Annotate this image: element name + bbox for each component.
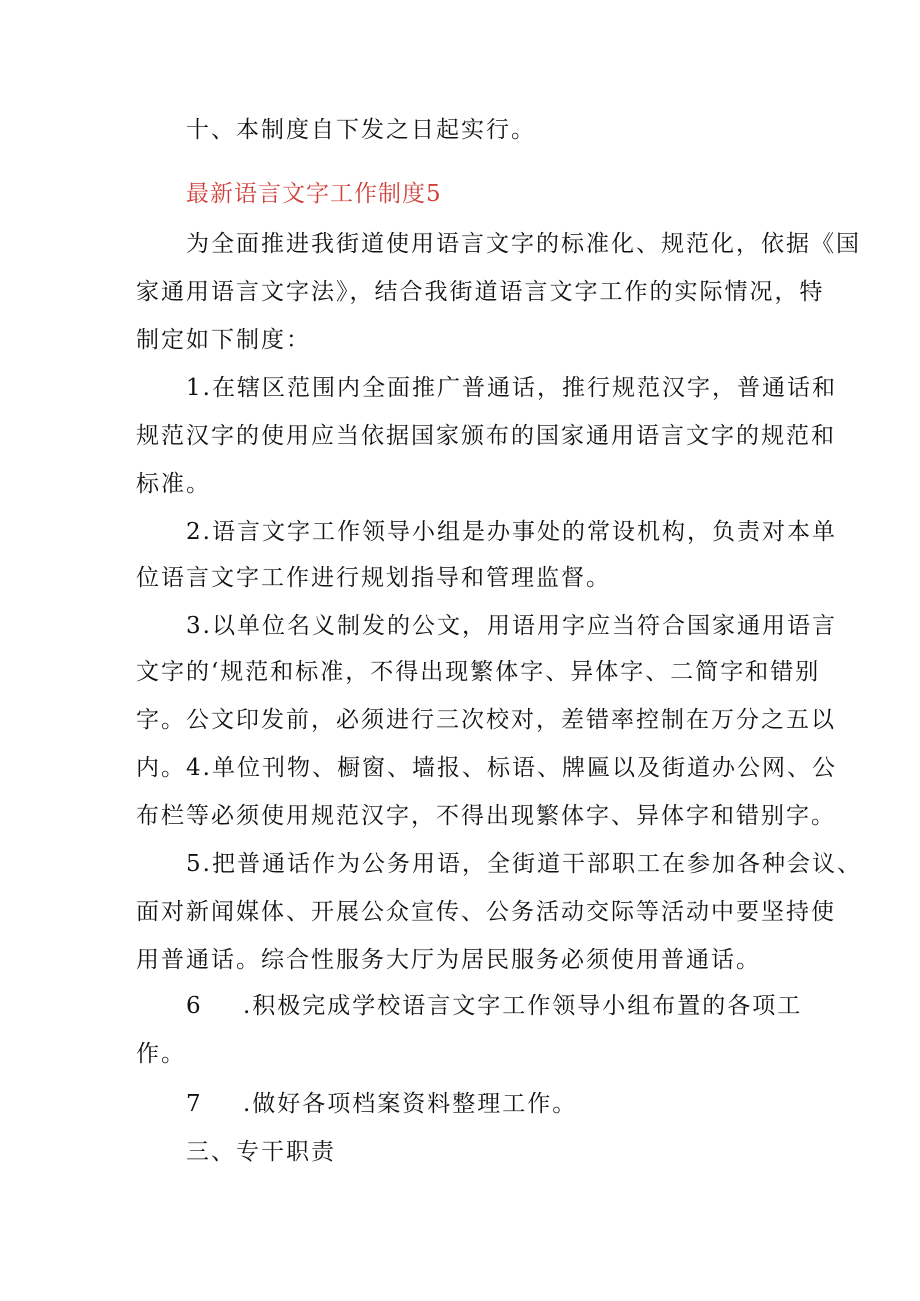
intro-line-3: 制定如下制度： <box>136 327 311 353</box>
item-6-number: 6 <box>186 993 203 1019</box>
section-three-heading: 三、专干职责 <box>186 1139 336 1165</box>
section-heading: 最新语言文字工作制度5 <box>186 181 442 207</box>
item-4-line-2: 布栏等必须使用规范汉字，不得出现繁体字、异体字和错别字。 <box>136 803 836 829</box>
item-7-number: 7 <box>186 1091 203 1117</box>
intro-line-2: 家通用语言文字法》，结合我街道语言文字工作的实际情况，特 <box>136 279 825 305</box>
item-5-line-2: 面对新闻媒体、开展公众宣传、公务活动交际等活动中要坚持使 <box>136 899 836 925</box>
item-1-line-1: 1.在辖区范围内全面推广普通话，推行规范汉字，普通话和 <box>186 375 837 401</box>
clause-ten: 十、本制度自下发之日起实行。 <box>186 117 536 143</box>
item-3-line-2: 文字的‘规范和标准，不得出现繁体字、异体字、二简字和错别 <box>136 659 821 685</box>
item-1-line-3: 标准。 <box>136 471 211 497</box>
item-3-line-3: 字。公文印发前，必须进行三次校对，差错率控制在万分之五以 <box>136 707 836 733</box>
item-5-line-3: 用普通话。综合性服务大厅为居民服务必须使用普通话。 <box>136 947 761 973</box>
item-2-line-1: 2.语言文字工作领导小组是办事处的常设机构，负责对本单 <box>186 519 837 545</box>
item-5-line-1: 5.把普通话作为公务用语，全街道干部职工在参加各种会议、 <box>186 851 862 877</box>
item-6-line-1: .积极完成学校语言文字工作领导小组布置的各项工 <box>243 993 803 1019</box>
intro-line-1: 为全面推进我街道使用语言文字的标准化、规范化，依据《国 <box>186 231 861 257</box>
item-7-line-1: .做好各项档案资料整理工作。 <box>243 1091 578 1117</box>
item-2-line-2: 位语言文字工作进行规划指导和管理监督。 <box>136 565 611 591</box>
item-3-line-1: 3.以单位名义制发的公文，用语用字应当符合国家通用语言 <box>186 613 837 639</box>
item-1-line-2: 规范汉字的使用应当依据国家颁布的国家通用语言文字的规范和 <box>136 423 836 449</box>
item-3-line-4: 内。4.单位刊物、橱窗、墙报、标语、牌匾以及街道办公网、公 <box>136 755 837 781</box>
item-6-line-2: 作。 <box>136 1041 186 1067</box>
